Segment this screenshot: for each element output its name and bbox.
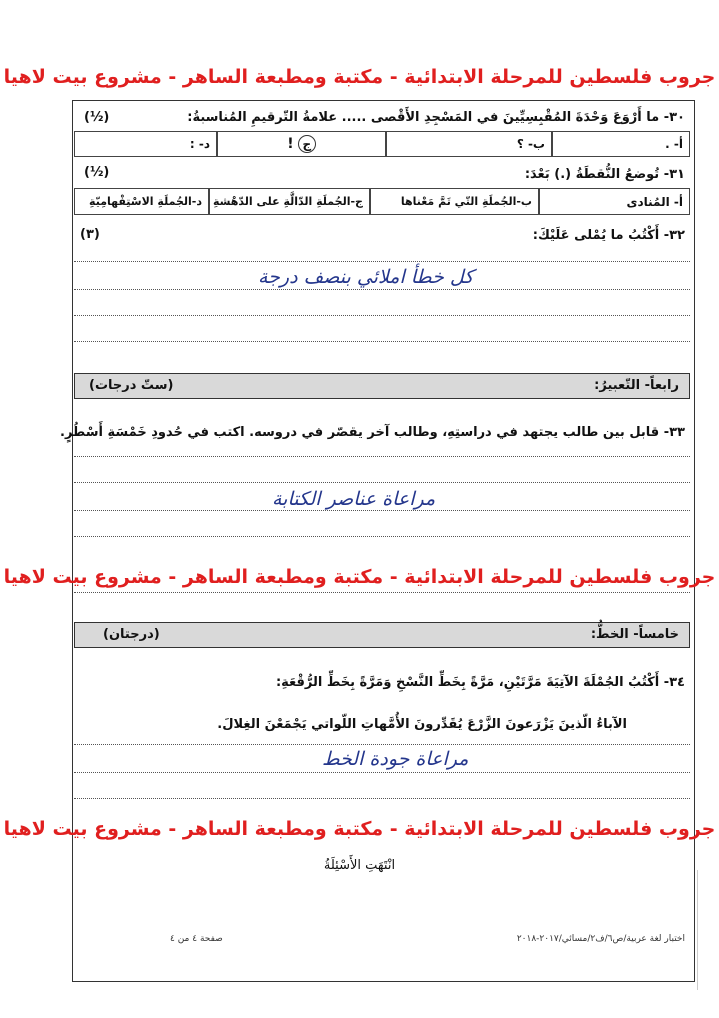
q31-option-a: أ- المُنادى: [539, 188, 690, 215]
q34-text: ٣٤- أَكْتُبُ الجُمْلَةَ الآتِيَةَ مَرَّتَيْنِ، مَرَّةً بِخَطِّ النَّسْخِ وَمَرَّةً بِخَطِّ الرُّقْعَةِ:: [275, 675, 685, 690]
banner-middle: جروب فلسطين للمرحلة الابتدائية - مكتبة ومطبعة الساهر - مشروع بيت لاهيا: [3, 566, 716, 588]
q31-option-c: ج-الجُملَةِ الدّالَّةِ على الدّهْشةِ: [209, 188, 370, 215]
answer-line: [74, 744, 690, 745]
closing-text: انْتَهَتِ الأَسْئِلَةُ: [323, 858, 396, 873]
q30-option-c: ج !: [217, 131, 386, 157]
banner-top: جروب فلسطين للمرحلة الابتدائية - مكتبة ومطبعة الساهر - مشروع بيت لاهيا: [3, 66, 716, 88]
q32-mark: (٣): [80, 227, 100, 242]
section-4-marks: (ستّ درجات): [89, 378, 174, 393]
answer-line: [74, 772, 690, 773]
answer-line: [74, 482, 690, 483]
answer-line: [74, 536, 690, 537]
section-4-title: رابعاً- التّعبيرُ:: [594, 378, 679, 393]
q33-text: ٣٣- قابل بين طالب يجتهد في دراستِهِ، وطالب آخر يقصّر في دروسه. اكتب في حُدودِ خَمْسَةِ أَسْطُرٍ.: [60, 425, 685, 440]
answer-line: [74, 798, 690, 799]
handwritten-note-dictation: كل خطأ املائي بنصف درجة: [258, 266, 474, 288]
q31-option-b: ب-الجُملَةِ التّي تَمَّ مَعْناها: [370, 188, 539, 215]
q32-text: ٣٢- أَكْتُبُ ما يُمْلى عَلَيْكَ:: [532, 228, 685, 243]
q31-text: ٣١- تُوضعُ النُّقطَةُ (.) بَعْدَ:: [524, 167, 685, 182]
section-5-title: خامساً- الخطُّ:: [590, 627, 679, 642]
answer-line: [74, 261, 690, 262]
answer-line: [74, 289, 690, 290]
answer-line: [74, 315, 690, 316]
answer-line: [74, 456, 690, 457]
exam-info: اختبار لغة عربية/ص٦/ف٢/مسائي/٢٠١٧-٢٠١٨: [516, 934, 685, 944]
answer-line: [74, 341, 690, 342]
handwritten-note-calligraphy: مراعاة جودة الخط: [322, 748, 469, 770]
q31-mark: (½): [84, 165, 110, 180]
q30-text: ٣٠- ما أَرْوَعَ وَحْدَةَ المُقْبِسِيِّينَ في المَسْجِدِ الأَقْصى ..... علامةُ التّرقيمِ المُناسبةُ:: [187, 110, 685, 125]
section-4-header: [74, 373, 690, 399]
answer-circle: ج: [298, 135, 316, 153]
section-5-header: [74, 622, 690, 648]
q31-option-d: د-الجُملَةِ الاسْتِفْهامِيّةِ: [74, 188, 209, 215]
page-number: صفحة ٤ من ٤: [170, 934, 223, 944]
q30-option-a: أ- .: [552, 131, 690, 157]
q30-mark: (½): [84, 110, 110, 125]
banner-bottom: جروب فلسطين للمرحلة الابتدائية - مكتبة ومطبعة الساهر - مشروع بيت لاهيا: [3, 818, 716, 840]
q30-option-d: د- :: [74, 131, 217, 157]
answer-line: [74, 592, 690, 593]
q34-sentence: الآباءُ الّذينَ يَزْرَعونَ الزَّرْعَ يُقَدِّرونَ الأُمَّهاتِ اللّواتي يَجْمَعْنَ الغِلالَ.: [217, 717, 627, 732]
answer-line: [74, 510, 690, 511]
scan-edge: [697, 870, 698, 990]
q30-option-b: ب- ؟: [386, 131, 552, 157]
section-5-marks: (درجتان): [103, 627, 160, 642]
handwritten-note-writing: مراعاة عناصر الكتابة: [272, 488, 436, 510]
